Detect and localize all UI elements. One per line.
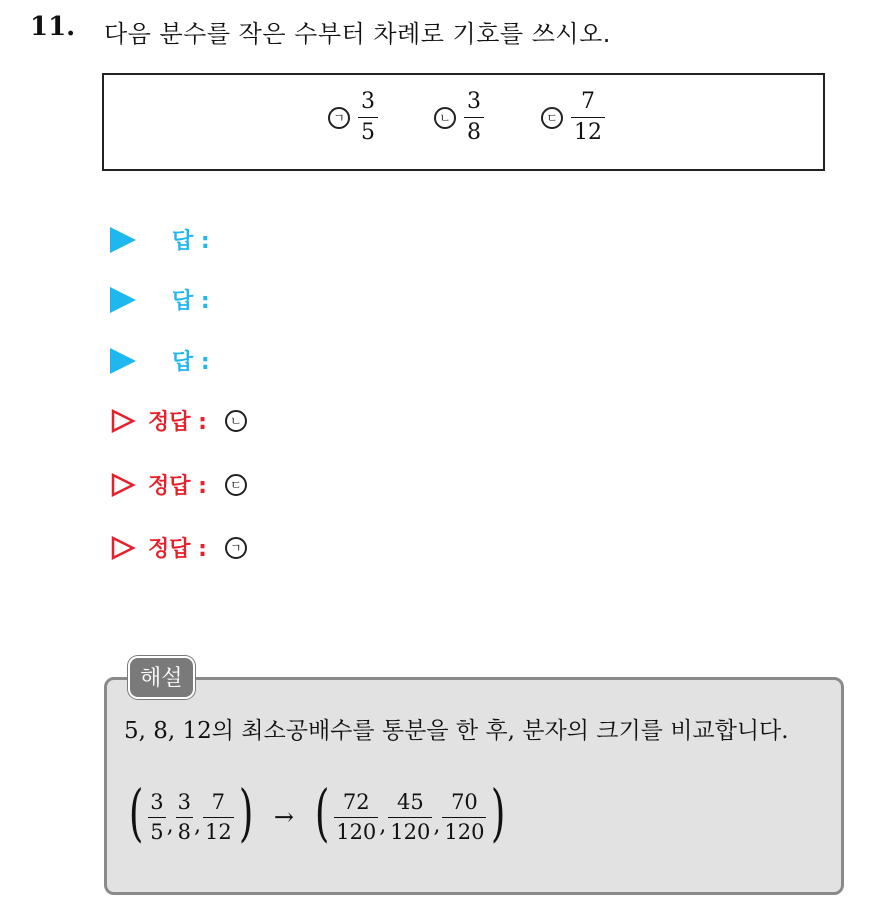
denominator: 120 <box>334 817 378 843</box>
answer-slot-2 <box>110 284 210 315</box>
fraction <box>148 789 165 844</box>
blue-triangle-icon <box>110 348 136 374</box>
correct-answer-2 <box>110 469 255 500</box>
numerator: 3 <box>361 89 375 114</box>
explanation-box <box>104 677 844 895</box>
numerator: 3 <box>177 789 191 814</box>
left-paren: ( <box>314 776 330 849</box>
fraction-b <box>464 91 484 144</box>
circled-symbol-b: ㄴ <box>434 107 456 129</box>
fraction-c <box>571 91 605 144</box>
choice-b <box>434 91 484 144</box>
comma: , <box>193 812 201 838</box>
red-outline-triangle-icon <box>110 472 136 498</box>
fraction-a <box>358 91 378 144</box>
circled-symbol-a: ㄱ <box>328 107 350 129</box>
correct-answer-1 <box>110 405 255 436</box>
numerator: 7 <box>211 789 225 814</box>
blue-triangle-icon <box>110 227 136 253</box>
circled-symbol-c: ㄷ <box>541 107 563 129</box>
denominator: 12 <box>571 117 605 144</box>
denominator: 8 <box>464 117 484 144</box>
denominator: 12 <box>203 817 234 843</box>
correct-answer-symbol: ㄷ <box>225 474 247 496</box>
correct-answer-symbol: ㄱ <box>225 537 247 559</box>
fraction <box>442 789 486 844</box>
answer-label: 답 : <box>172 350 210 375</box>
numerator: 3 <box>150 789 164 814</box>
correct-answer-label: 정답 : <box>148 537 207 562</box>
fraction <box>334 789 378 844</box>
numerator: 45 <box>396 789 424 814</box>
blue-triangle-icon <box>110 287 136 313</box>
answer-label: 답 : <box>172 289 210 314</box>
denominator: 120 <box>388 817 432 843</box>
correct-answer-symbol: ㄴ <box>225 410 247 432</box>
numerator: 7 <box>581 89 595 114</box>
right-paren: ) <box>491 776 506 849</box>
left-paren: ( <box>128 776 144 849</box>
fraction <box>203 789 234 844</box>
denominator: 120 <box>442 817 486 843</box>
arrow-icon: → <box>273 803 294 831</box>
choice-c <box>541 91 605 144</box>
numerator: 72 <box>342 789 370 814</box>
numerator: 70 <box>451 789 478 814</box>
correct-answer-label: 정답 : <box>148 474 207 499</box>
answer-slot-1 <box>110 224 210 255</box>
comma: , <box>379 812 387 838</box>
answer-label: 답 : <box>172 229 210 254</box>
answer-slot-3 <box>110 345 210 376</box>
explanation-text: 5, 8, 12의 최소공배수를 통분을 한 후, 분자의 크기를 비교합니다. <box>124 718 789 744</box>
denominator: 5 <box>358 117 378 144</box>
numerator: 3 <box>467 89 481 114</box>
question-text: 다음 분수를 작은 수부터 차례로 기호를 쓰시오. <box>104 20 611 48</box>
denominator: 5 <box>148 817 165 843</box>
fraction <box>388 789 432 844</box>
comma: , <box>433 812 441 838</box>
correct-answer-3 <box>110 532 255 563</box>
red-outline-triangle-icon <box>110 408 136 434</box>
question-number: 11. <box>30 12 76 42</box>
choices-box <box>102 73 825 171</box>
fraction <box>176 789 193 844</box>
red-outline-triangle-icon <box>110 535 136 561</box>
denominator: 8 <box>176 817 193 843</box>
explanation-tag: 해설 <box>128 656 195 699</box>
right-paren: ) <box>238 776 254 849</box>
choice-a <box>328 91 378 144</box>
explanation-equation <box>124 776 511 849</box>
comma: , <box>166 812 174 838</box>
correct-answer-label: 정답 : <box>148 410 207 435</box>
